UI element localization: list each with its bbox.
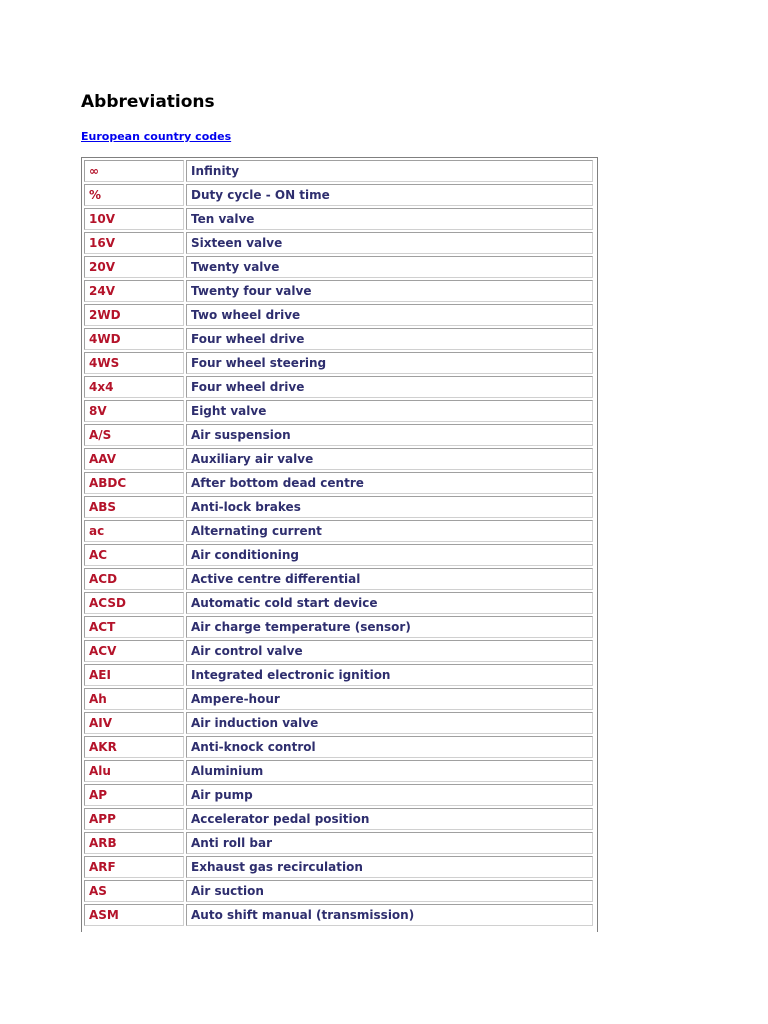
abbreviation-cell: ABS xyxy=(84,496,184,518)
abbreviation-cell: 4WD xyxy=(84,328,184,350)
table-row xyxy=(84,352,593,374)
table-row xyxy=(84,736,593,758)
abbreviation-cell: ACT xyxy=(84,616,184,638)
abbreviation-cell: ACV xyxy=(84,640,184,662)
abbreviation-cell: Ah xyxy=(84,688,184,710)
table-row xyxy=(84,184,593,206)
abbreviations-table-body xyxy=(84,160,593,926)
abbreviation-cell: ac xyxy=(84,520,184,542)
table-row xyxy=(84,304,593,326)
meaning-cell: Two wheel drive xyxy=(186,304,593,326)
meaning-cell: Air pump xyxy=(186,784,593,806)
table-row xyxy=(84,376,593,398)
table-row xyxy=(84,592,593,614)
table-row xyxy=(84,664,593,686)
abbreviation-cell: 10V xyxy=(84,208,184,230)
table-row xyxy=(84,400,593,422)
meaning-cell: Four wheel drive xyxy=(186,376,593,398)
abbreviation-cell: A/S xyxy=(84,424,184,446)
abbreviation-cell: ∞ xyxy=(84,160,184,182)
meaning-cell: Air suspension xyxy=(186,424,593,446)
abbreviation-cell: AKR xyxy=(84,736,184,758)
meaning-cell: Ampere-hour xyxy=(186,688,593,710)
meaning-cell: Infinity xyxy=(186,160,593,182)
table-row xyxy=(84,856,593,878)
table-row xyxy=(84,760,593,782)
meaning-cell: Four wheel drive xyxy=(186,328,593,350)
meaning-cell: Anti roll bar xyxy=(186,832,593,854)
table-row xyxy=(84,424,593,446)
table-row xyxy=(84,784,593,806)
meaning-cell: Ten valve xyxy=(186,208,593,230)
abbreviation-cell: AS xyxy=(84,880,184,902)
abbreviation-cell: AC xyxy=(84,544,184,566)
table-row xyxy=(84,568,593,590)
abbreviations-table-container xyxy=(81,157,598,932)
abbreviation-cell: 4x4 xyxy=(84,376,184,398)
table-row xyxy=(84,160,593,182)
table-row xyxy=(84,640,593,662)
abbreviation-cell: % xyxy=(84,184,184,206)
meaning-cell: Automatic cold start device xyxy=(186,592,593,614)
abbreviation-cell: ARF xyxy=(84,856,184,878)
meaning-cell: Aluminium xyxy=(186,760,593,782)
meaning-cell: Duty cycle - ON time xyxy=(186,184,593,206)
meaning-cell: Air control valve xyxy=(186,640,593,662)
table-row xyxy=(84,520,593,542)
abbreviation-cell: 4WS xyxy=(84,352,184,374)
abbreviation-cell: AIV xyxy=(84,712,184,734)
table-row xyxy=(84,832,593,854)
abbreviation-cell: AEI xyxy=(84,664,184,686)
meaning-cell: Twenty valve xyxy=(186,256,593,278)
table-row xyxy=(84,904,593,926)
abbreviation-cell: 24V xyxy=(84,280,184,302)
meaning-cell: Sixteen valve xyxy=(186,232,593,254)
abbreviation-cell: 20V xyxy=(84,256,184,278)
abbreviation-cell: ARB xyxy=(84,832,184,854)
meaning-cell: Active centre differential xyxy=(186,568,593,590)
table-row xyxy=(84,208,593,230)
table-row xyxy=(84,256,593,278)
table-row xyxy=(84,880,593,902)
table-row xyxy=(84,472,593,494)
meaning-cell: Air charge temperature (sensor) xyxy=(186,616,593,638)
meaning-cell: After bottom dead centre xyxy=(186,472,593,494)
page-title: Abbreviations xyxy=(81,92,215,112)
meaning-cell: Exhaust gas recirculation xyxy=(186,856,593,878)
table-row xyxy=(84,616,593,638)
abbreviation-cell: ABDC xyxy=(84,472,184,494)
meaning-cell: Eight valve xyxy=(186,400,593,422)
table-row xyxy=(84,328,593,350)
meaning-cell: Auto shift manual (transmission) xyxy=(186,904,593,926)
abbreviation-cell: AAV xyxy=(84,448,184,470)
abbreviation-cell: 2WD xyxy=(84,304,184,326)
meaning-cell: Air conditioning xyxy=(186,544,593,566)
abbreviation-cell: ACSD xyxy=(84,592,184,614)
table-row xyxy=(84,808,593,830)
table-row xyxy=(84,544,593,566)
table-row xyxy=(84,448,593,470)
abbreviation-cell: ACD xyxy=(84,568,184,590)
abbreviations-table xyxy=(82,158,595,928)
meaning-cell: Anti-knock control xyxy=(186,736,593,758)
meaning-cell: Air suction xyxy=(186,880,593,902)
meaning-cell: Four wheel steering xyxy=(186,352,593,374)
table-row xyxy=(84,688,593,710)
meaning-cell: Integrated electronic ignition xyxy=(186,664,593,686)
table-row xyxy=(84,232,593,254)
table-row xyxy=(84,496,593,518)
abbreviation-cell: AP xyxy=(84,784,184,806)
meaning-cell: Anti-lock brakes xyxy=(186,496,593,518)
meaning-cell: Twenty four valve xyxy=(186,280,593,302)
abbreviation-cell: ASM xyxy=(84,904,184,926)
table-row xyxy=(84,712,593,734)
european-country-codes-link[interactable]: European country codes xyxy=(81,130,232,143)
abbreviation-cell: 16V xyxy=(84,232,184,254)
meaning-cell: Accelerator pedal position xyxy=(186,808,593,830)
abbreviation-cell: 8V xyxy=(84,400,184,422)
abbreviation-cell: Alu xyxy=(84,760,184,782)
meaning-cell: Auxiliary air valve xyxy=(186,448,593,470)
meaning-cell: Alternating current xyxy=(186,520,593,542)
meaning-cell: Air induction valve xyxy=(186,712,593,734)
table-row xyxy=(84,280,593,302)
abbreviation-cell: APP xyxy=(84,808,184,830)
